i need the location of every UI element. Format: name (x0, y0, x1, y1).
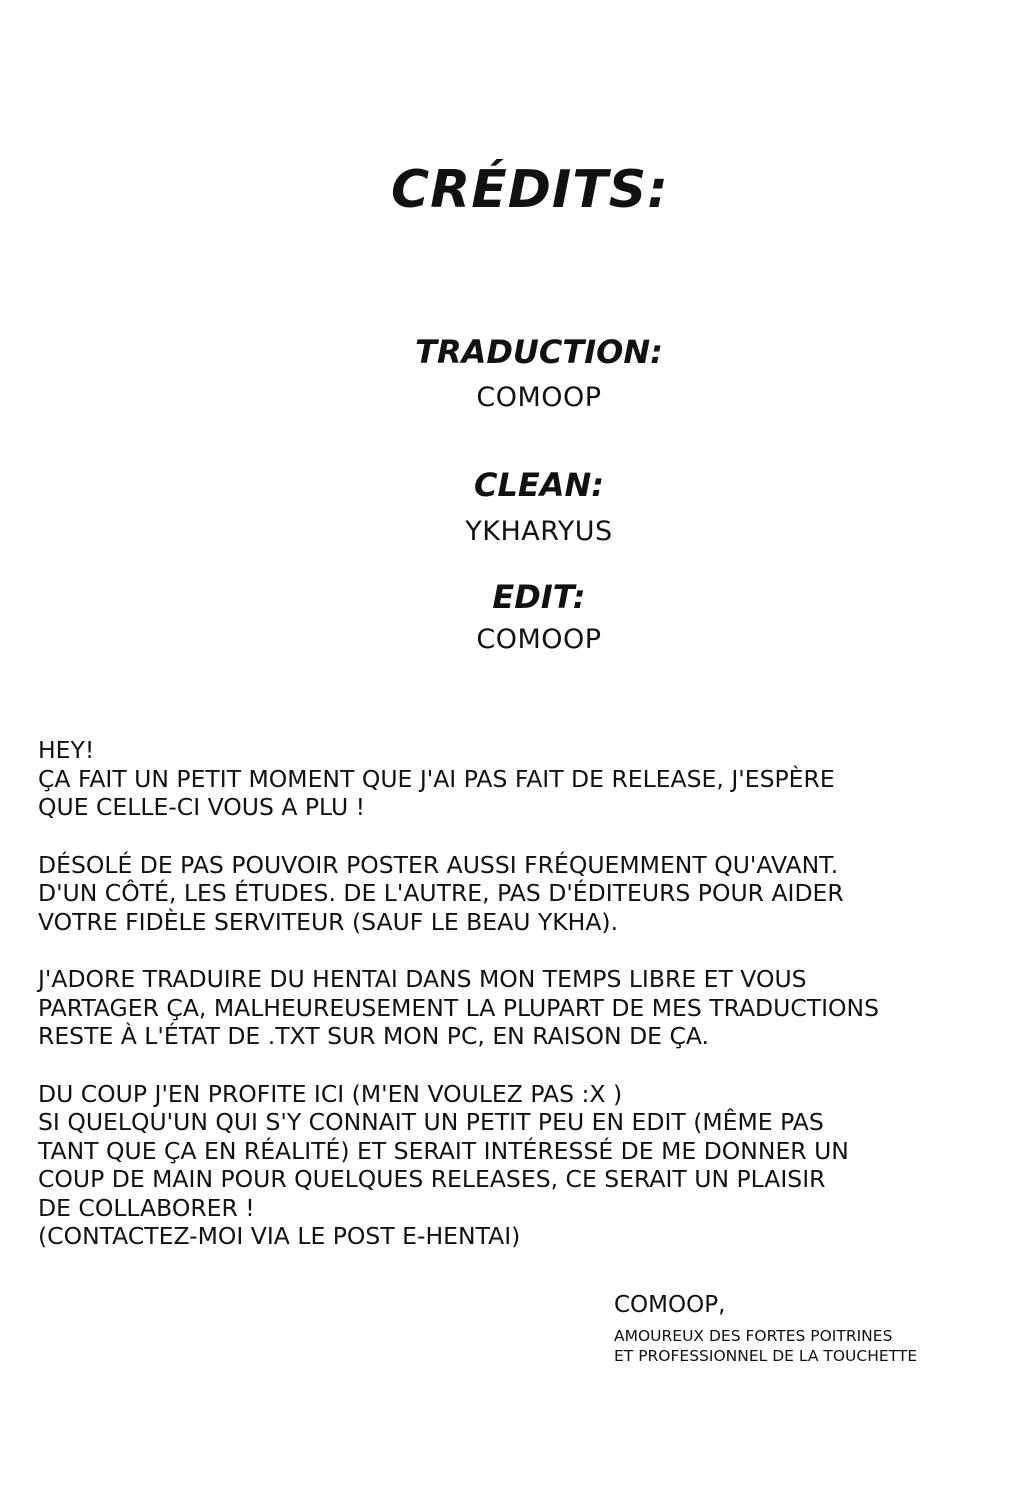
message-paragraph: HEY! ÇA FAIT UN PETIT MOMENT QUE J'AI PAS FAIT DE RELEASE, J'ESPÈRE QUE CELLE-CI VOUS A PLU ! (38, 736, 835, 821)
signature (614, 1290, 1014, 1366)
role-label-translation: TRADUCTION: (415, 333, 663, 371)
message-paragraph: J'ADORE TRADUIRE DU HENTAI DANS MON TEMPS LIBRE ET VOUS PARTAGER ÇA, MALHEUREUSEMENT LA PLUPART DE MES TRADUCTIONS RESTE À L'ÉTAT DE .TXT SUR MON PC, EN RAISON DE ÇA. (38, 965, 880, 1050)
role-name-edit: COMOOP (476, 624, 602, 655)
signature-tagline: AMOUREUX DES FORTES POITRINES ET PROFESSIONNEL DE LA TOUCHETTE (614, 1327, 918, 1365)
role-label-clean: CLEAN: (473, 466, 605, 504)
page-title: CRÉDITS: (391, 160, 669, 220)
message-body (38, 736, 998, 1280)
role-label-edit: EDIT: (492, 578, 586, 616)
message-paragraph: DU COUP J'EN PROFITE ICI (M'EN VOULEZ PAS :X ) SI QUELQU'UN QUI S'Y CONNAIT UN PETIT PEU EN EDIT (MÊME PAS TANT QUE ÇA EN RÉALITÉ) ET SERAIT INTÉRESSÉ DE ME DONNER UN COUP DE MAIN POUR QUELQUES RELEASES, CE SERAIT UN PLAISIR DE COLLABORER ! (CONTACTEZ-MOI VIA LE POST E-HENTAI) (38, 1079, 849, 1250)
role-name-translation: COMOOP (476, 382, 602, 413)
signature-name: COMOOP, (614, 1292, 726, 1318)
message-paragraph: DÉSOLÉ DE PAS POUVOIR POSTER AUSSI FRÉQUEMMENT QU'AVANT. D'UN CÔTÉ, LES ÉTUDES. DE L'AUTRE, PAS D'ÉDITEURS POUR AIDER VOTRE FIDÈLE SERVITEUR (SAUF LE BEAU YKHA). (38, 850, 844, 936)
role-name-clean: YKHARYUS (465, 516, 613, 547)
